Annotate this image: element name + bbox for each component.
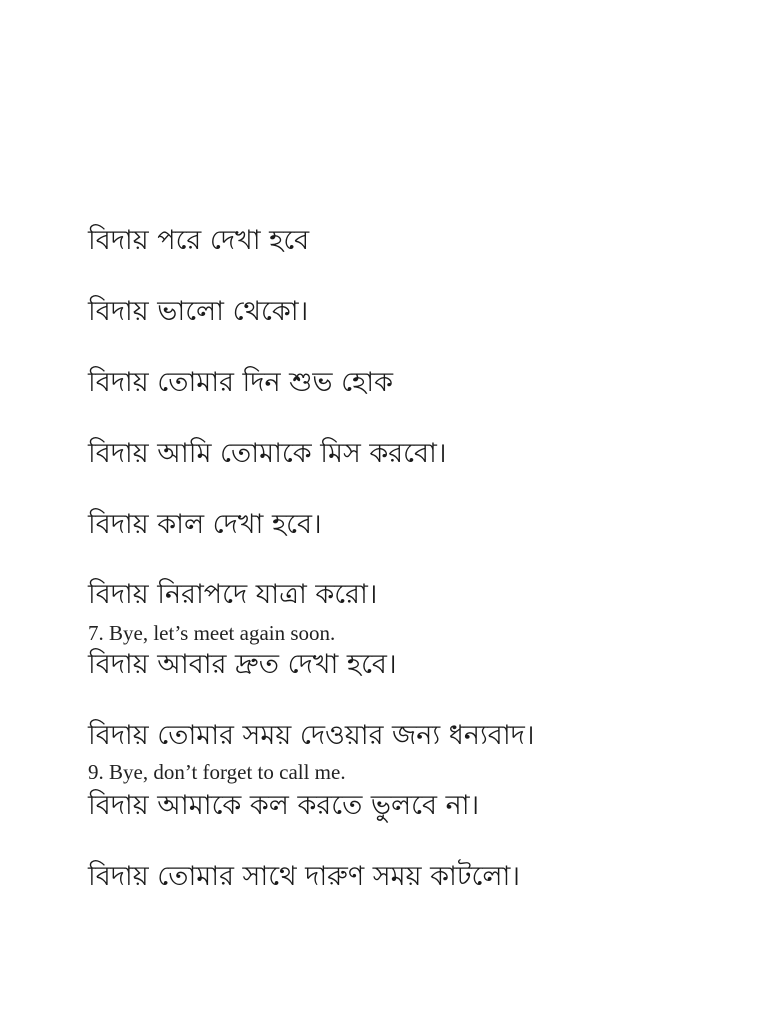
- english-line-7: 7. Bye, let’s meet again soon.: [88, 621, 336, 645]
- phrase-line-6: বিদায় নিরাপদে যাত্রা করো।: [88, 579, 378, 610]
- phrase-line-2: বিদায় ভালো থেকো।: [88, 296, 309, 327]
- phrase-line-9: বিদায় আমাকে কল করতে ভুলবে না।: [88, 790, 480, 821]
- phrase-line-8: বিদায় তোমার সময় দেওয়ার জন্য ধন্যবাদ।: [88, 720, 535, 751]
- phrase-line-3: বিদায় তোমার দিন শুভ হোক: [88, 367, 393, 398]
- phrase-line-7: বিদায় আবার দ্রুত দেখা হবে।: [88, 649, 397, 680]
- phrase-line-4: বিদায় আমি তোমাকে মিস করবো।: [88, 438, 447, 469]
- phrase-line-10: বিদায় তোমার সাথে দারুণ সময় কাটলো।: [88, 861, 520, 892]
- phrase-line-5: বিদায় কাল দেখা হবে।: [88, 509, 322, 540]
- phrase-line-1: বিদায় পরে দেখা হবে: [88, 225, 310, 256]
- english-line-9: 9. Bye, don’t forget to call me.: [88, 760, 346, 784]
